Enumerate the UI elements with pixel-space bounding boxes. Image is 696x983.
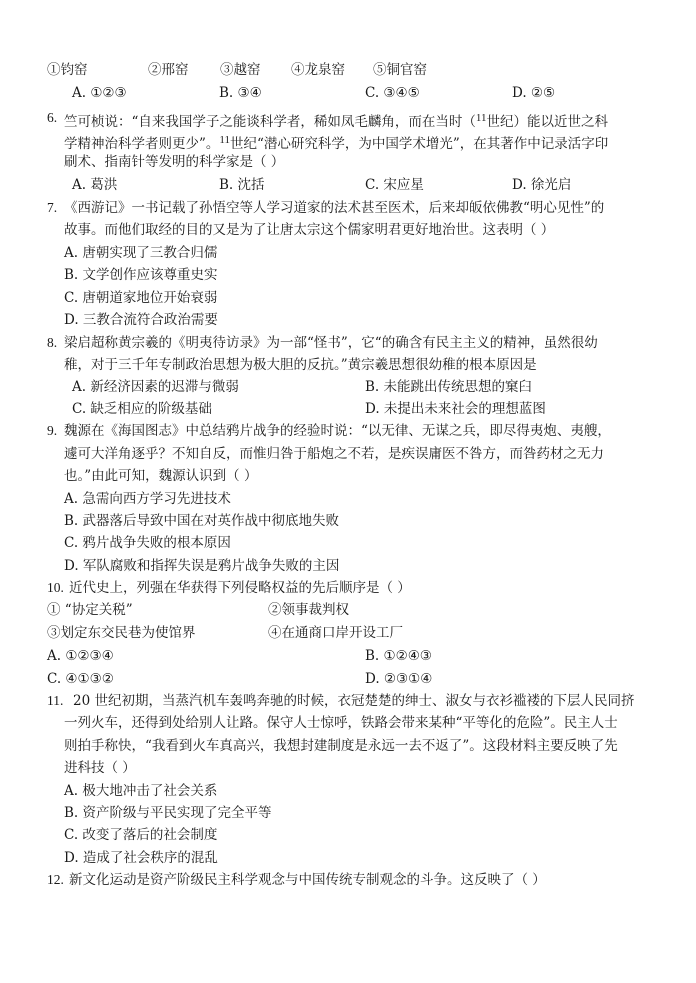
- q9-option-d: D. 军队腐败和指挥失误是鸦片战争失败的主因: [64, 558, 340, 574]
- q6-stem-line-1b: 世纪）能以近世之科: [486, 114, 608, 130]
- q7-option-b: B. 文学创作应该尊重史实: [64, 267, 218, 283]
- q9-option-b: B. 武器落后导致中国在对英作战中彻底地失败: [64, 513, 340, 529]
- q6-stem-line-2: [64, 130, 608, 150]
- q6-superscript-2: 11: [219, 134, 230, 146]
- q11-stem-line-2: 一列火车，还得到处给别人让路。保守人士惊呼，铁路会带来某种“平等化的危险”。民主人士: [64, 715, 618, 731]
- q7-option-a: A. 唐朝实现了三教合归儒: [64, 245, 218, 261]
- q10-option-c: C. ④①③②: [47, 671, 114, 687]
- q10-item-2: ②领事裁判权: [268, 602, 349, 618]
- q9-number: 9.: [47, 423, 58, 438]
- q12-number: 12.: [47, 872, 64, 887]
- q6-stem-line-2a: 学精神治科学者则更少”。: [64, 136, 220, 152]
- q7-number: 7.: [47, 200, 58, 215]
- q5-item-1: ①钧窑: [47, 62, 88, 78]
- q9-option-a: A. 急需向西方学习先进技术: [64, 491, 231, 507]
- q6-stem-line-1a: 竺可桢说：“自来我国学子之能谈科学者，稀如凤毛麟角，而在当时（: [64, 114, 476, 130]
- q5-item-3: ③越窑: [220, 62, 261, 78]
- q9-stem-line-1: 魏源在《海国图志》中总结鸦片战争的经验时说：“以无律、无谋之兵，即尽得夷炮、夷艘，: [64, 423, 611, 439]
- q10-option-b: B. ①②④③: [365, 648, 432, 664]
- q10-item-3: ③划定东交民巷为使馆界: [47, 625, 196, 641]
- q7-stem-line-2: 故事。而他们取经的目的又是为了让唐太宗这个儒家明君更好地治世。这表明（ ）: [64, 222, 555, 238]
- q5-option-d: D. ②⑤: [512, 85, 556, 101]
- q7-option-d: D. 三教合流符合政治需要: [64, 312, 218, 328]
- q7-option-c: C. 唐朝道家地位开始衰弱: [64, 290, 218, 306]
- q10-option-a: A. ①②③④: [47, 648, 114, 664]
- q6-option-a: A. 葛洪: [72, 177, 118, 193]
- q11-option-b: B. 资产阶级与平民实现了完全平等: [64, 805, 272, 821]
- q5-item-4: ④龙泉窑: [291, 62, 345, 78]
- q11-stem-line-4: 进科技（ ）: [64, 760, 136, 776]
- q8-number: 8.: [47, 335, 58, 350]
- q11-number: 11.: [47, 693, 64, 708]
- q10-item-1: ① “协定关税”: [47, 602, 133, 618]
- q10-number: 10.: [47, 580, 64, 595]
- q9-stem-line-3: 也。”由此可知，魏源认识到（ ）: [64, 468, 258, 484]
- q8-option-a: A. 新经济因素的迟滞与微弱: [72, 379, 239, 395]
- q10-option-d: D. ②③①④: [365, 671, 433, 687]
- q6-option-d: D. 徐光启: [512, 177, 572, 193]
- q10-item-4: ④在通商口岸开设工厂: [268, 625, 403, 641]
- q8-option-b: B. 未能跳出传统思想的窠臼: [365, 379, 533, 395]
- q8-stem-line-1: 梁启超称黄宗羲的《明夷待访录》为一部“怪书”，它“的确含有民主主义的精神，虽然很幼: [64, 335, 598, 351]
- q9-stem-line-2: 遽可大洋角逐乎？不知自反，而惟归咎于船炮之不若，是疾误庸医不咎方，而咎药材之无力: [64, 446, 604, 462]
- q11-stem-line-3: 则拍手称快，“我看到火车真高兴，我想封建制度是永远一去不返了”。这段材料主要反映了先: [64, 738, 618, 754]
- q7-stem-line-1: 《西游记》一书记载了孙悟空等人学习道家的法术甚至医术，后来却皈依佛教“明心见性”的: [64, 200, 605, 216]
- q8-option-d: D. 未提出未来社会的理想蓝图: [365, 401, 546, 417]
- q5-option-a: A. ①②③: [72, 85, 127, 101]
- q6-stem-line-3: 刷术、指南针等发明的科学家是（ ）: [64, 154, 285, 170]
- q10-stem-line-1: 近代史上，列强在华获得下列侵略权益的先后顺序是（ ）: [69, 580, 411, 596]
- q5-option-c: C. ③④⑤: [365, 85, 420, 101]
- q6-number: 6.: [47, 110, 58, 125]
- q11-stem-line-1: 20 世纪初期，当蒸汽机车轰鸣奔驰的时候，衣冠楚楚的绅士、淑女与衣衫褴褛的下层人民同挤: [73, 693, 635, 709]
- q5-option-b: B. ③④: [219, 85, 262, 101]
- q8-option-c: C. 缺乏相应的阶级基础: [72, 401, 212, 417]
- q11-option-c: C. 改变了落后的社会制度: [64, 827, 218, 843]
- q5-item-5: ⑤铜官窑: [373, 62, 427, 78]
- q8-stem-line-2: 稚，对于三千年专制政治思想为极大胆的反抗。”黄宗羲思想很幼稚的根本原因是: [64, 357, 537, 373]
- q6-option-c: C. 宋应星: [365, 177, 424, 193]
- q6-stem-line-2b: 世纪“潜心研究科学，为中国学术增光”，在其著作中记录活字印: [230, 136, 609, 152]
- q12-stem-line-1: 新文化运动是资产阶级民主科学观念与中国传统专制观念的斗争。这反映了（ ）: [69, 872, 546, 888]
- q6-superscript-1: 11: [475, 112, 487, 124]
- q11-option-d: D. 造成了社会秩序的混乱: [64, 850, 218, 866]
- q11-option-a: A. 极大地冲击了社会关系: [64, 783, 218, 799]
- q5-item-2: ②邢窑: [148, 62, 189, 78]
- q6-option-b: B. 沈括: [219, 177, 265, 193]
- q6-stem-line-1: [64, 108, 608, 128]
- q9-option-c: C. 鸦片战争失败的根本原因: [64, 535, 231, 551]
